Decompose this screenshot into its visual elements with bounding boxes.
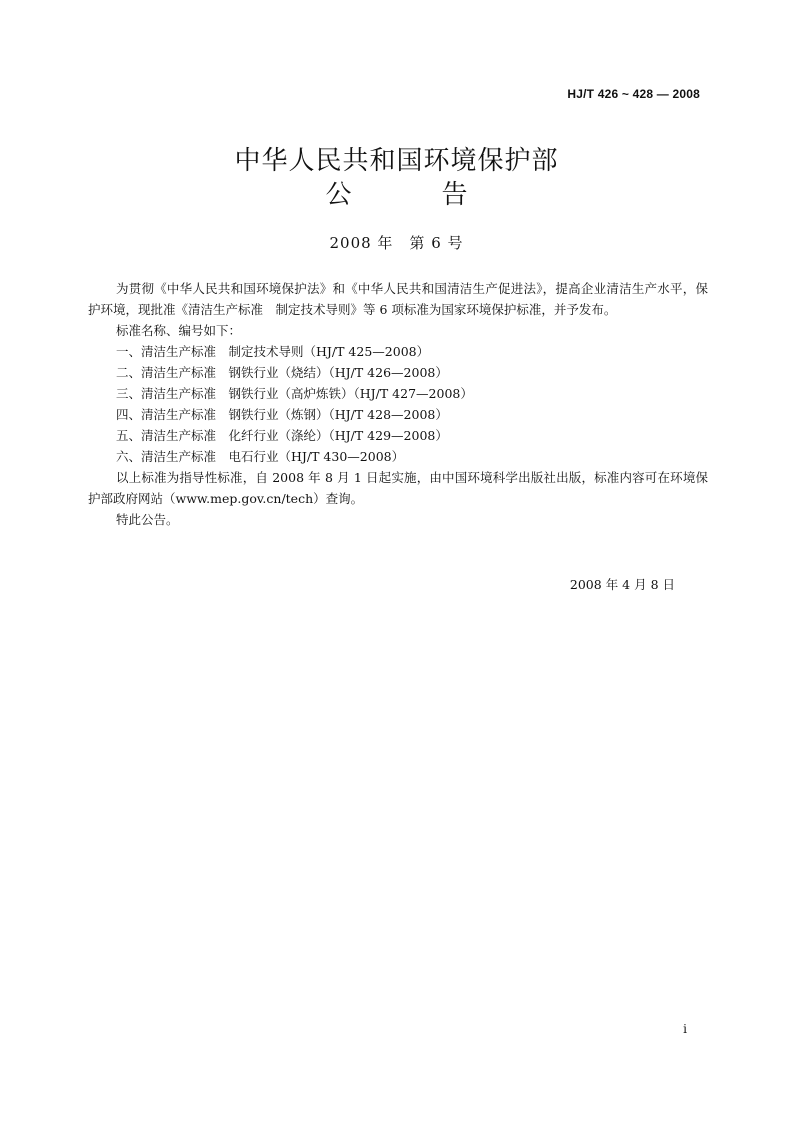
list-item: 二、清洁生产标准 钢铁行业（烧结）（HJ/T 426—2008） (116, 365, 448, 380)
list-item: 四、清洁生产标准 钢铁行业（炼钢）（HJ/T 428—2008） (116, 407, 448, 422)
list-item: 六、清洁生产标准 电石行业（HJ/T 430—2008） (116, 449, 405, 464)
issue-number: 2008 年 第 6 号 (329, 234, 464, 252)
list-item: 一、清洁生产标准 制定技术导则（HJ/T 425—2008） (116, 344, 430, 359)
announcement-body (88, 278, 708, 530)
implementation-paragraph: 以上标准为指导性标准，自 2008 年 8 月 1 日起实施，由中国环境科学出版社出版，标准内容可在环境保护部政府网站（www.mep.gov.cn/tech）查询。 (88, 470, 708, 506)
list-item: 五、清洁生产标准 化纤行业（涤纶）（HJ/T 429—2008） (116, 428, 448, 443)
standards-list (88, 341, 708, 467)
ministry-title: 中华人民共和国环境保护部 (234, 146, 559, 176)
page-number: i (683, 1022, 687, 1036)
announcement-date: 2008 年 4 月 8 日 (569, 577, 675, 592)
intro-paragraph: 为贯彻《中华人民共和国环境保护法》和《中华人民共和国清洁生产促进法》，提高企业清洁生产水平，保护环境，现批准《清洁生产标准 制定技术导则》等 6 项标准为国家环境保护标准，并予发布。 (88, 281, 708, 317)
standard-code: HJ/T 426 ~ 428 — 2008 (567, 87, 700, 101)
closing-text: 特此公告。 (116, 512, 179, 527)
announcement-subtitle: 公告 (325, 180, 558, 210)
list-heading: 标准名称、编号如下： (116, 323, 242, 338)
list-item: 三、清洁生产标准 钢铁行业（高炉炼铁）（HJ/T 427—2008） (116, 386, 473, 401)
